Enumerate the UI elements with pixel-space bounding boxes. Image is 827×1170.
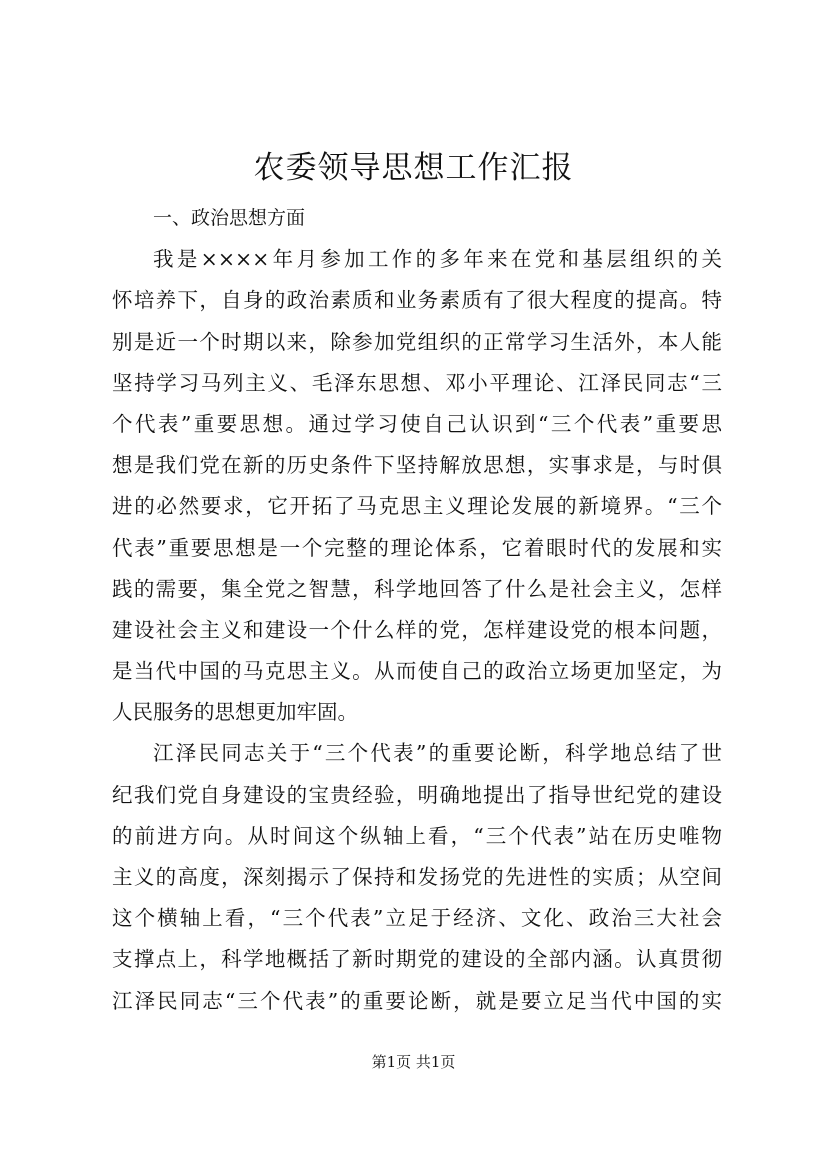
paragraph-2 (112, 733, 722, 1021)
paragraph-line: 纪我们党自身建设的宝贵经验，明确地提出了指导世纪党的建设 (112, 782, 722, 807)
paragraph-line: 江泽民同志关于“三个代表”的重要论断，科学地总结了世 (153, 741, 722, 766)
paragraph-line: 代表”重要思想是一个完整的理论体系，它着眼时代的发展和实 (112, 535, 722, 560)
paragraph-line: 江泽民同志“三个代表”的重要论断，就是要立足当代中国的实 (112, 988, 722, 1013)
paragraph-line: 是当代中国的马克思主义。从而使自己的政治立场更加坚定，为 (112, 659, 722, 684)
paragraph-line: 我是××××年月参加工作的多年来在党和基层组织的关 (153, 247, 722, 272)
paragraph-line: 想是我们党在新的历史条件下坚持解放思想，实事求是，与时俱 (112, 453, 722, 478)
paragraph-line: 别是近一个时期以来，除参加党组织的正常学习生活外，本人能 (112, 329, 722, 354)
paragraph-line: 个代表”重要思想。通过学习使自己认识到“三个代表”重要思 (112, 411, 722, 436)
paragraph-line: 支撑点上，科学地概括了新时期党的建设的全部内涵。认真贯彻 (112, 947, 722, 972)
paragraph-line: 坚持学习马列主义、毛泽东思想、邓小平理论、江泽民同志“三 (112, 370, 722, 395)
section-heading: 一、政治思想方面 (153, 207, 306, 229)
paragraph-line: 践的需要，集全党之智慧，科学地回答了什么是社会主义，怎样 (112, 576, 722, 601)
paragraph-line: 主义的高度，深刻揭示了保持和发扬党的先进性的实质；从空间 (112, 865, 722, 889)
paragraph-line: 的前进方向。从时间这个纵轴上看，“三个代表”站在历史唯物 (112, 823, 722, 848)
page-number: 第1页 共1页 (371, 1053, 456, 1071)
paragraph-line: 进的必然要求，它开拓了马克思主义理论发展的新境界。“三个 (112, 494, 722, 519)
document-body (112, 198, 722, 1022)
paragraph-line: 人民服务的思想更加牢固。 (112, 700, 358, 725)
document-title: 农委领导思想工作汇报 (253, 150, 574, 186)
paragraph-line: 建设社会主义和建设一个什么样的党，怎样建设党的根本问题， (112, 617, 722, 642)
paragraph-1 (112, 239, 722, 733)
paragraph-line: 这个横轴上看，“三个代表”立足于经济、文化、政治三大社会 (112, 906, 722, 931)
paragraph-line: 怀培养下，自身的政治素质和业务素质有了很大程度的提高。特 (112, 288, 722, 313)
